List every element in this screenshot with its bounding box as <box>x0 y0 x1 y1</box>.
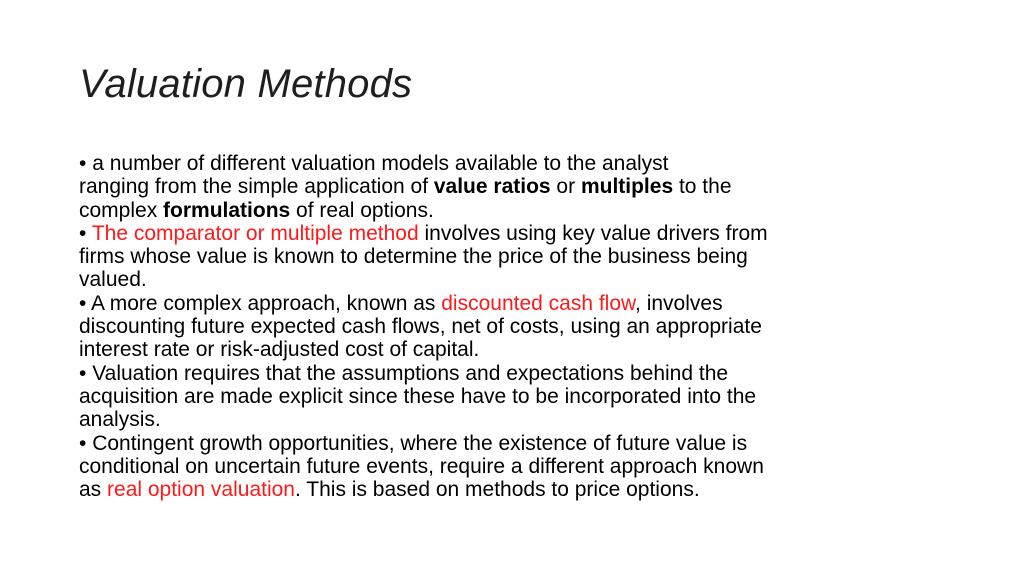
bullet-1-text: to the <box>673 175 732 199</box>
bullet-3-text: interest rate or risk-adjusted cost of capital. <box>79 338 480 362</box>
bullet-1-line-1 <box>79 152 949 175</box>
bullet-5-text: as <box>79 478 108 502</box>
highlight-real-option-valuation: real option valuation <box>107 478 295 502</box>
bullet-2-text: involves using key value drivers from <box>418 221 768 245</box>
bullet-5-text: . This is based on methods to price options. <box>294 478 700 502</box>
bullet-marker: • <box>79 431 87 455</box>
bullet-3-text: A more complex approach, known as <box>91 291 442 315</box>
bullet-1-text: a number of different valuation models available to the analyst <box>92 152 669 175</box>
bullet-1-line-2 <box>79 175 949 198</box>
bullet-1-line-3 <box>79 199 949 222</box>
bullet-1-text: or <box>550 175 581 199</box>
highlight-comparator-method: The comparator or multiple method <box>91 221 419 245</box>
bullet-3-line-3 <box>79 338 949 361</box>
bullet-4-line-3 <box>79 408 949 431</box>
bullet-5-line-2 <box>79 455 949 478</box>
bullet-4-text: Valuation requires that the assumptions and expectations behind the <box>92 361 729 385</box>
bold-term-formulations: formulations <box>163 198 291 222</box>
bullet-1-text: complex <box>79 198 164 222</box>
bullet-2-text: firms whose value is known to determine the price of the business being <box>79 245 748 269</box>
bold-term-value-ratios: value ratios <box>433 175 551 199</box>
slide-title: Valuation Methods <box>79 62 413 106</box>
bullet-4-line-2 <box>79 385 949 408</box>
bullet-2-line-1 <box>79 222 949 245</box>
slide-body <box>79 152 949 501</box>
bullet-1-text: ranging from the simple application of <box>79 175 434 199</box>
bullet-5-text: Contingent growth opportunities, where the existence of future value is <box>92 431 748 455</box>
bullet-2-line-2 <box>79 245 949 268</box>
bullet-marker: • <box>79 221 87 245</box>
bullet-marker: • <box>79 291 87 315</box>
bullet-4-line-1 <box>79 362 949 385</box>
bullet-marker: • <box>79 152 87 175</box>
bullet-1-text: of real options. <box>290 198 434 222</box>
bullet-3-text: , involves <box>635 291 723 315</box>
bullet-marker: • <box>79 361 87 385</box>
bullet-3-line-1 <box>79 292 949 315</box>
bullet-3-line-2 <box>79 315 949 338</box>
bullet-4-text: analysis. <box>79 408 161 432</box>
bullet-3-text: discounting future expected cash flows, net of costs, using an appropriate <box>79 315 762 339</box>
bullet-5-text: conditional on uncertain future events, require a different approach known <box>79 454 764 478</box>
highlight-discounted-cash-flow: discounted cash flow <box>441 291 636 315</box>
bold-term-multiples: multiples <box>580 175 674 199</box>
bullet-5-line-3 <box>79 478 949 501</box>
bullet-4-text: acquisition are made explicit since these have to be incorporated into the <box>79 384 757 408</box>
bullet-2-line-3 <box>79 268 949 291</box>
bullet-5-line-1 <box>79 432 949 455</box>
bullet-2-text: valued. <box>79 268 147 292</box>
